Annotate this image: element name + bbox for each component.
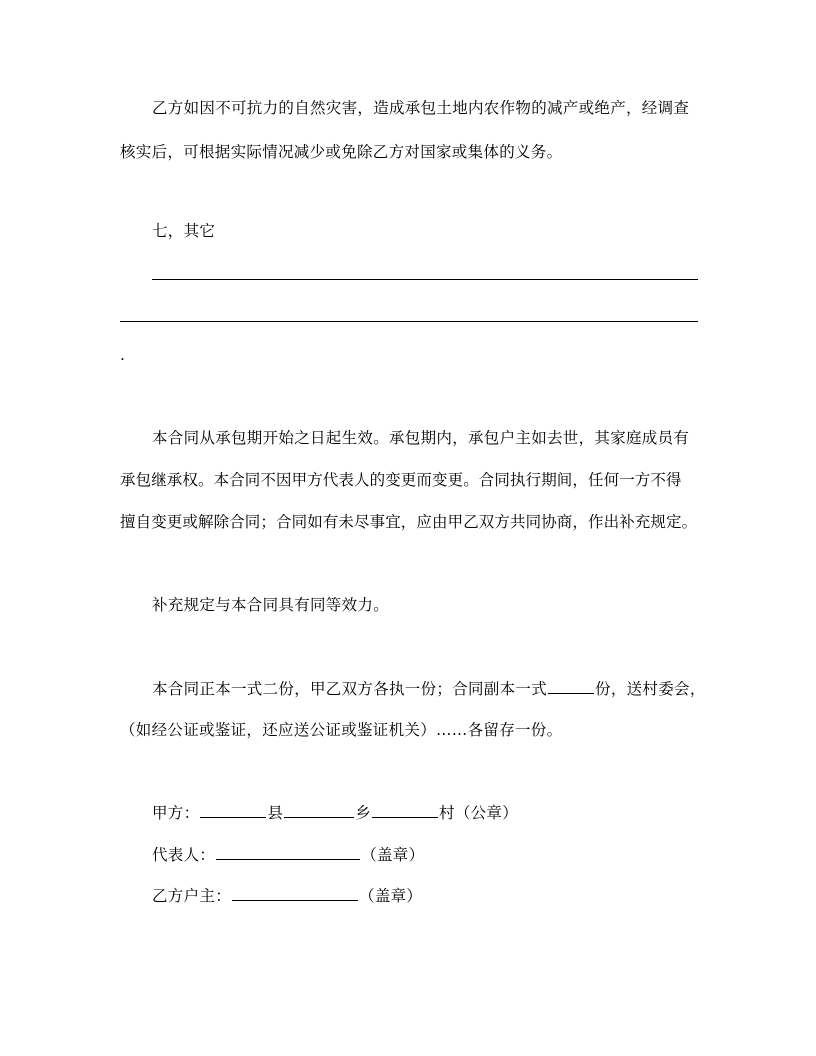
paragraph-effect-line-2: 承包继承权。本合同不因甲方代表人的变更而变更。合同执行期间，任何一方不得	[120, 471, 682, 489]
party-a-label: 甲方：	[152, 804, 200, 822]
copies-count-blank	[548, 679, 594, 694]
representative-seal: （盖章）	[361, 846, 425, 864]
paragraph-disaster-line-1: 乙方如因不可抗力的自然灾害，造成承包土地内农作物的减产或绝产，经调查	[152, 99, 690, 117]
paragraph-effect-line-3: 擅自变更或解除合同；合同如有未尽事宜，应由甲乙双方共同协商，作出补充规定。	[120, 513, 698, 531]
section-seven-heading: 七，其它	[152, 222, 216, 240]
party-b-signature-line	[152, 886, 732, 906]
blank-line-1	[152, 279, 698, 280]
party-a-signature-line	[152, 803, 732, 823]
copies-text-b: 份，送村委会，	[595, 680, 706, 698]
village-label: 村（公章）	[439, 804, 519, 822]
section-seven-trailing-mark: .	[120, 346, 126, 364]
county-label: 县	[267, 804, 284, 822]
party-b-seal: （盖章）	[359, 887, 423, 905]
paragraph-copies-line-1	[152, 679, 706, 699]
paragraph-disaster-line-2: 核实后，可根据实际情况减少或免除乙方对国家或集体的义务。	[120, 143, 563, 161]
party-b-blank	[232, 886, 358, 901]
party-b-label: 乙方户主：	[152, 887, 232, 905]
representative-blank	[216, 845, 360, 860]
paragraph-copies-line-2: （如经公证或鉴证，还应送公证或鉴证机关）……各留存一份。	[120, 721, 563, 739]
representative-signature-line	[152, 845, 732, 865]
paragraph-effect-line-1: 本合同从承包期开始之日起生效。承包期内，承包户主如去世，其家庭成员有	[152, 429, 690, 447]
representative-label: 代表人：	[152, 846, 216, 864]
blank-line-2	[120, 321, 698, 322]
village-blank	[372, 803, 438, 818]
county-blank	[200, 803, 266, 818]
copies-text-a: 本合同正本一式二份，甲乙双方各执一份；合同副本一式	[152, 680, 548, 698]
township-label: 乡	[355, 804, 372, 822]
township-blank	[284, 803, 354, 818]
paragraph-supplement: 补充规定与本合同具有同等效力。	[152, 596, 390, 614]
